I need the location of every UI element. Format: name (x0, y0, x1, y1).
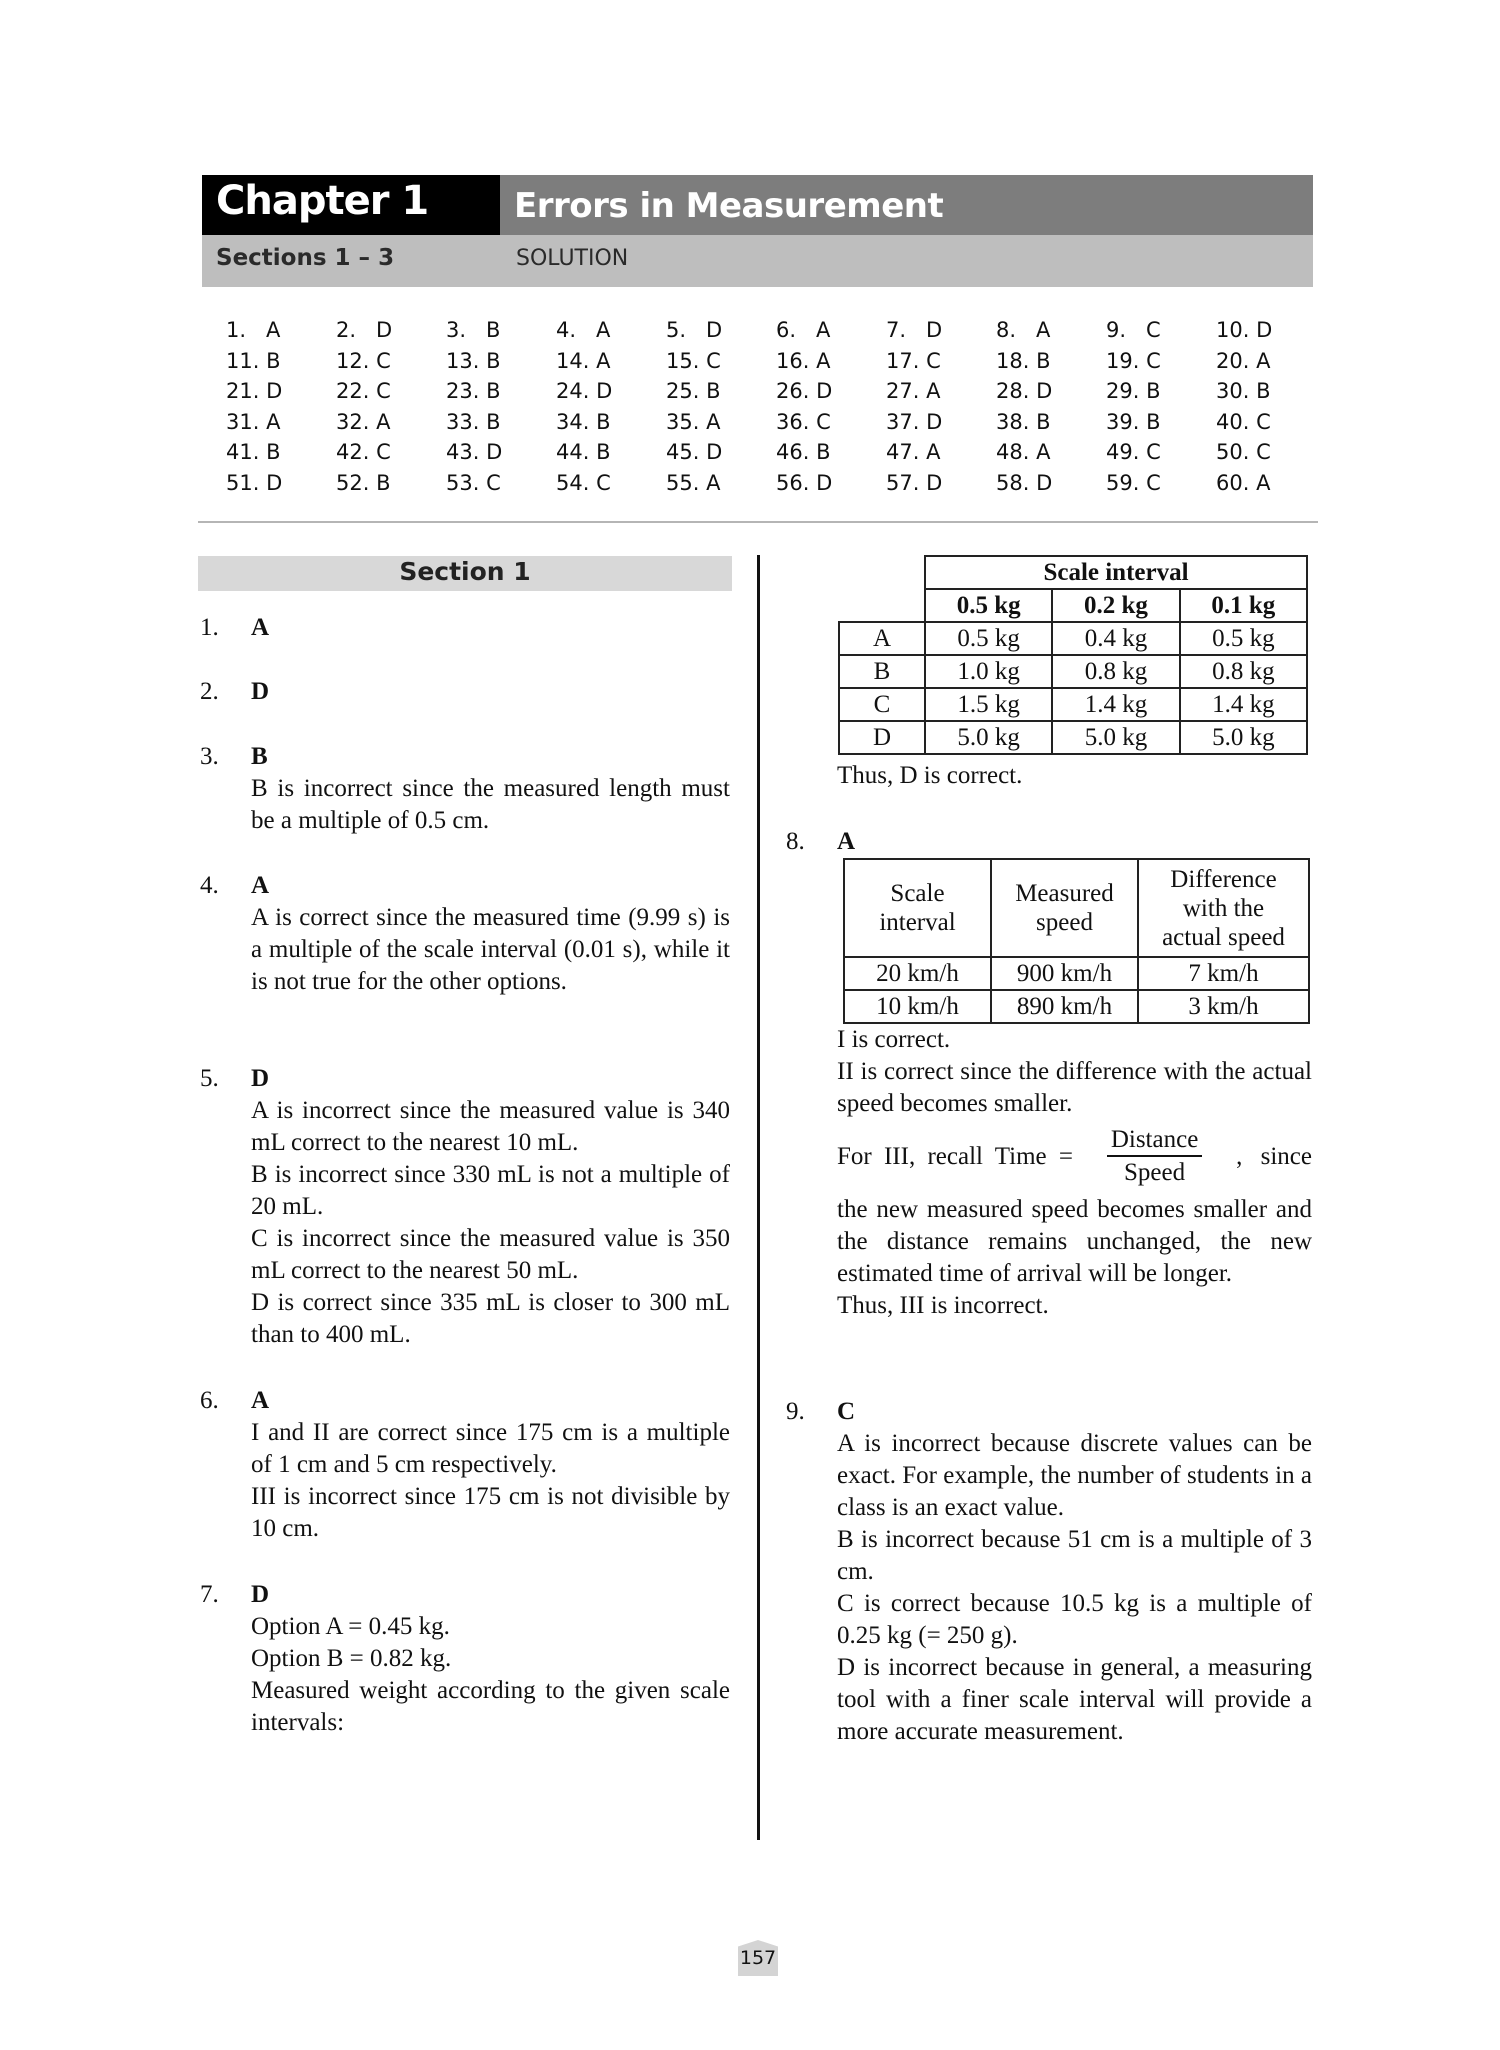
answer-key-item: 26. D (776, 379, 833, 403)
answer-key-item: 59. C (1106, 470, 1161, 495)
answer-key-item: 33. B (446, 409, 501, 434)
explanation-line: D is incorrect because in general, a measuring tool with a finer scale interval will provide a more accurate measurement. (837, 1654, 1312, 1745)
answer-key-item: 9. C (1106, 318, 1161, 342)
answer-key-item: 58. D (996, 470, 1053, 495)
answer-key-item: 13. B (446, 348, 501, 373)
formula-suffix: , since (1236, 1143, 1312, 1170)
horizontal-divider (198, 521, 1318, 523)
question-number: 5. (200, 1065, 219, 1092)
answer-key-item: 39. B (1106, 409, 1161, 434)
question-number: 1. (200, 614, 219, 641)
explanation (251, 902, 730, 998)
explanation-line: Thus, III is incorrect. (837, 1292, 1049, 1319)
table-column-header: Difference with the actual speed (1138, 859, 1309, 957)
solution-label: SOLUTION (516, 246, 629, 271)
table-column-header: 0.5 kg (925, 589, 1052, 622)
answer-key-row (226, 349, 1326, 380)
answer-key-item: 20. A (1216, 348, 1271, 373)
answer-key-item: 60. A (1216, 470, 1271, 495)
explanation-line: A is incorrect because discrete values can be exact. For example, the number of students in a class is an exact value. (837, 1430, 1312, 1521)
table-cell: 0.5 kg (1180, 622, 1307, 655)
answer-key-row (226, 379, 1326, 410)
table-row (839, 622, 1307, 655)
table-column-header: 0.2 kg (1052, 589, 1179, 622)
explanation-line: B is incorrect since the measured length must be a multiple of 0.5 cm. (251, 775, 730, 834)
explanation (251, 1417, 730, 1545)
answer-key-item: 46. B (776, 440, 831, 464)
section-title: Section 1 (399, 557, 531, 586)
answer-letter: C (837, 1398, 856, 1425)
answer-key-item: 49. C (1106, 440, 1161, 464)
answer-key-item: 35. A (666, 409, 721, 434)
table-row (844, 957, 1309, 990)
chapter-number: Chapter 1 (216, 178, 429, 224)
table-cell: 1.0 kg (925, 655, 1052, 688)
answer-key-item: 42. C (336, 440, 391, 464)
answer-key-item: 5. D (666, 318, 723, 342)
question-number: 6. (200, 1387, 219, 1414)
table-cell: 3 km/h (1138, 990, 1309, 1023)
answer-key-item: 45. D (666, 440, 723, 464)
question-number: 2. (200, 678, 219, 705)
table-cell: 900 km/h (991, 957, 1138, 990)
answer-key-item: 56. D (776, 470, 833, 495)
answer-key-item: 43. D (446, 440, 503, 464)
answer-key-item: 36. C (776, 409, 831, 434)
answer-key-item: 53. C (446, 470, 501, 495)
answer-key-item: 2. D (336, 318, 393, 342)
answer-letter: A (251, 1387, 270, 1414)
answer-key-item: 31. A (226, 409, 281, 434)
explanation-line: A is correct since the measured time (9.99 s) is a multiple of the scale interval (0.01 s), while it is not true for the other options. (251, 904, 730, 995)
table-row (839, 655, 1307, 688)
explanation-line: III is incorrect since 175 cm is not divisible by 10 cm. (251, 1483, 730, 1542)
answer-key-item: 1. A (226, 318, 281, 342)
formula-line (837, 1120, 1312, 1194)
answer-key-item: 8. A (996, 318, 1051, 342)
answer-key-item: 23. B (446, 379, 501, 403)
answer-key-item: 28. D (996, 379, 1053, 403)
explanation-line: I and II are correct since 175 cm is a multiple of 1 cm and 5 cm respectively. (251, 1419, 730, 1478)
scale-interval-table (838, 555, 1308, 755)
answer-key-item: 22. C (336, 379, 391, 403)
table-cell: 20 km/h (844, 957, 991, 990)
answer-key-item: 48. A (996, 440, 1051, 464)
answer-key-item: 19. C (1106, 348, 1161, 373)
answer-key-item: 52. B (336, 470, 391, 495)
answer-letter: D (251, 1065, 270, 1092)
explanation-line: I is correct. (837, 1026, 951, 1053)
answer-key-item: 40. C (1216, 409, 1271, 434)
answer-letter: A (251, 872, 270, 899)
table-cell: 0.8 kg (1180, 655, 1307, 688)
table-cell: 5.0 kg (1052, 721, 1179, 754)
answer-key-item: 32. A (336, 409, 391, 434)
explanation-line: Option B = 0.82 kg. (251, 1645, 452, 1672)
table-cell: 10 km/h (844, 990, 991, 1023)
answer-key-item: 18. B (996, 348, 1051, 373)
table-cell: 1.4 kg (1180, 688, 1307, 721)
chapter-title: Errors in Measurement (514, 186, 944, 226)
explanation-line: C is correct because 10.5 kg is a multiple of 0.25 kg (= 250 g). (837, 1590, 1312, 1649)
question-number: 7. (200, 1581, 219, 1608)
answer-key-row (226, 410, 1326, 441)
fraction-denominator: Speed (1124, 1159, 1186, 1186)
table-cell: 7 km/h (1138, 957, 1309, 990)
table-cell: 1.4 kg (1052, 688, 1179, 721)
explanation-line: A is incorrect since the measured value is 340 mL correct to the nearest 10 mL. (251, 1097, 730, 1156)
explanation-line: D is correct since 335 mL is closer to 300 mL than to 400 mL. (251, 1289, 730, 1348)
table-column-header: 0.1 kg (1180, 589, 1307, 622)
answer-key-item: 54. C (556, 470, 611, 495)
answer-key-row (226, 471, 1326, 502)
question-number: 3. (200, 743, 219, 770)
explanation-line: II is correct since the difference with the actual speed becomes smaller. (837, 1058, 1312, 1117)
explanation-line: Option A = 0.45 kg. (251, 1613, 450, 1640)
page-number: 157 (739, 1947, 777, 1969)
row-label: C (839, 688, 925, 721)
table-row (839, 688, 1307, 721)
table-cell: 890 km/h (991, 990, 1138, 1023)
table-row (844, 990, 1309, 1023)
answer-letter: A (837, 828, 856, 855)
answer-key-item: 50. C (1216, 440, 1271, 464)
table-cell: 0.5 kg (925, 622, 1052, 655)
answer-key-item: 30. B (1216, 379, 1271, 403)
answer-key-item: 44. B (556, 440, 611, 464)
answer-key-item: 29. B (1106, 379, 1161, 403)
table-column-header: Measured speed (991, 859, 1138, 957)
table-row (839, 721, 1307, 754)
answer-key-item: 41. B (226, 440, 281, 464)
table-cell: 0.4 kg (1052, 622, 1179, 655)
answer-key-item: 14. A (556, 348, 611, 373)
explanation (837, 1428, 1312, 1748)
table-group-header: Scale interval (925, 556, 1307, 589)
answer-key-item: 11. B (226, 348, 281, 373)
question-number: 9. (786, 1398, 805, 1425)
answer-key-row (226, 318, 1326, 349)
q8-explanation (837, 1024, 1312, 1322)
row-label: B (839, 655, 925, 688)
explanation-line: B is incorrect because 51 cm is a multiple of 3 cm. (837, 1526, 1312, 1585)
explanation-line: B is incorrect since 330 mL is not a multiple of 20 mL. (251, 1161, 730, 1220)
explanation-line: Measured weight according to the given scale intervals: (251, 1677, 730, 1736)
answer-letter: D (251, 678, 270, 705)
answer-key-item: 17. C (886, 348, 941, 373)
answer-key-item: 57. D (886, 470, 943, 495)
answer-letter: B (251, 743, 268, 770)
answer-key-item: 34. B (556, 409, 611, 434)
explanation (251, 1611, 730, 1739)
answer-key-item: 7. D (886, 318, 943, 342)
sections-range: Sections 1 – 3 (216, 245, 395, 271)
row-label: A (839, 622, 925, 655)
answer-key-item: 25. B (666, 379, 721, 403)
column-divider (757, 555, 760, 1840)
answer-key-item: 15. C (666, 348, 721, 373)
question-number: 4. (200, 872, 219, 899)
answer-key-item: 37. D (886, 409, 943, 434)
answer-letter: D (251, 1581, 270, 1608)
explanation-line: the new measured speed becomes smaller and the distance remains unchanged, the new estimated time of arrival will be longer. (837, 1196, 1312, 1287)
table-cell: 1.5 kg (925, 688, 1052, 721)
fraction-numerator: Distance (1107, 1125, 1202, 1157)
answer-key-item: 16. A (776, 348, 831, 373)
speed-table (843, 858, 1310, 1024)
answer-key-row (226, 440, 1326, 471)
table-column-header: Scale interval (844, 859, 991, 957)
row-label: D (839, 721, 925, 754)
answer-key-grid (226, 318, 1326, 501)
answer-key-item: 3. B (446, 318, 501, 342)
fraction (1107, 1125, 1202, 1189)
answer-key-item: 27. A (886, 379, 941, 403)
answer-key-item: 47. A (886, 440, 941, 464)
answer-key-item: 55. A (666, 470, 721, 495)
explanation (251, 1095, 730, 1351)
explanation-line: C is incorrect since the measured value is 350 mL correct to the nearest 50 mL. (251, 1225, 730, 1284)
answer-key-item: 12. C (336, 348, 391, 373)
q7-conclusion: Thus, D is correct. (837, 762, 1023, 789)
answer-key-item: 6. A (776, 318, 831, 342)
answer-key-item: 24. D (556, 379, 613, 403)
answer-key-item: 38. B (996, 409, 1051, 434)
answer-key-item: 21. D (226, 379, 283, 403)
table-cell: 5.0 kg (1180, 721, 1307, 754)
answer-key-item: 10. D (1216, 318, 1273, 342)
formula-prefix: For III, recall Time = (837, 1143, 1073, 1170)
table-cell: 0.8 kg (1052, 655, 1179, 688)
question-number: 8. (786, 828, 805, 855)
answer-key-item: 51. D (226, 470, 283, 495)
answer-letter: A (251, 614, 270, 641)
explanation (251, 773, 730, 837)
table-cell: 5.0 kg (925, 721, 1052, 754)
answer-key-item: 4. A (556, 318, 611, 342)
